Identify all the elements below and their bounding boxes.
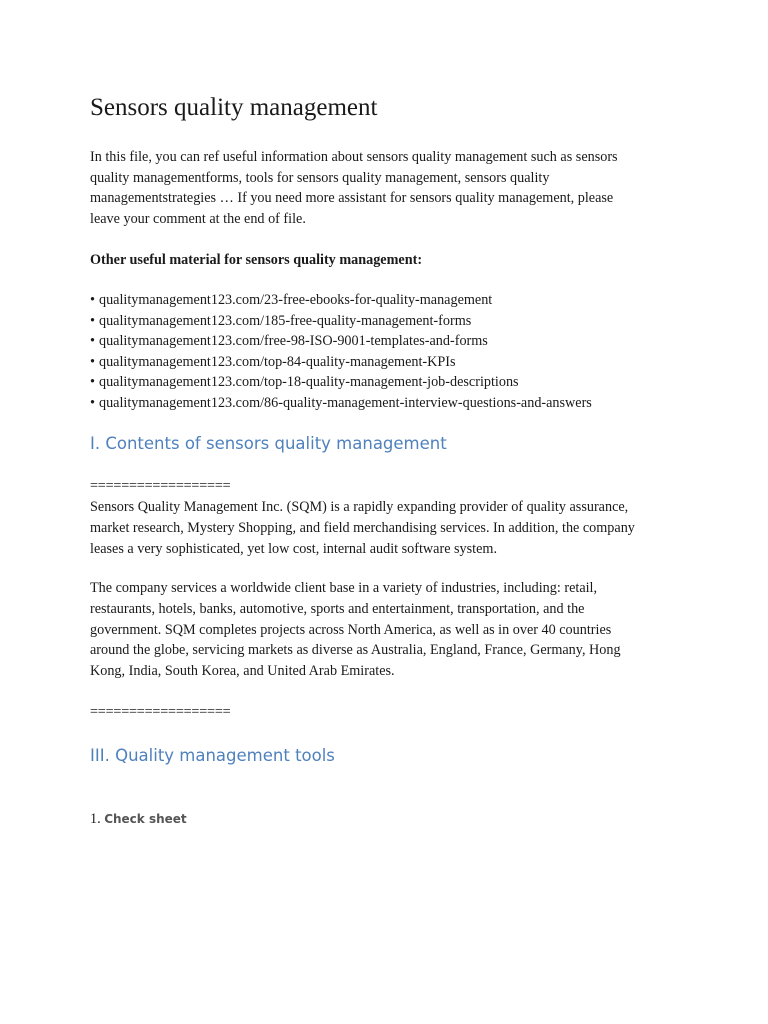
section-heading-contents: I. Contents of sensors quality management (90, 434, 447, 453)
section-heading-tools: III. Quality management tools (90, 746, 335, 765)
resource-link[interactable]: qualitymanagement123.com/top-84-quality-management-KPIs (98, 353, 456, 370)
resource-link-item[interactable] (90, 352, 592, 373)
intro-line: In this file, you can ref useful information about sensors quality management such as sensors (90, 149, 618, 165)
resource-link[interactable]: qualitymanagement123.com/23-free-ebooks-for-quality-management (98, 292, 493, 308)
check-sheet-label: Check sheet (104, 812, 187, 826)
services-paragraph (90, 578, 700, 682)
resource-link[interactable]: qualitymanagement123.com/top-18-quality-management-job-descriptions (98, 374, 519, 391)
other-material-heading: Other useful material for sensors quality management: (90, 252, 423, 268)
bullet-icon: • (90, 394, 95, 411)
resource-link-item[interactable] (90, 290, 592, 311)
paragraph-line: leases a very sophisticated, yet low cost, internal audit software system. (90, 540, 497, 557)
bullet-icon: • (90, 312, 95, 329)
intro-line: leave your comment at the end of file. (90, 211, 306, 228)
resource-link-item[interactable] (90, 372, 592, 393)
document-title: Sensors quality management (90, 94, 378, 121)
check-sheet-item (90, 809, 187, 829)
bullet-icon: • (90, 292, 95, 308)
resource-link-item[interactable] (90, 331, 592, 352)
bullet-icon: • (90, 333, 95, 350)
resource-link[interactable]: qualitymanagement123.com/free-98-ISO-9001-templates-and-forms (98, 333, 488, 350)
bullet-icon: • (90, 374, 95, 391)
paragraph-line: Sensors Quality Management Inc. (SQM) is a rapidly expanding provider of quality assurance, (90, 499, 629, 515)
resource-link-item[interactable] (90, 393, 592, 414)
paragraph-line: market research, Mystery Shopping, and field merchandising services. In addition, the company (90, 519, 635, 536)
intro-line: managementstrategies … If you need more assistant for sensors quality management, please (90, 190, 614, 207)
paragraph-line: government. SQM completes projects across North America, as well as in over 40 countries (90, 621, 612, 638)
text-divider: ================== (90, 704, 231, 720)
check-sheet-number: 1. (90, 811, 101, 827)
resource-link-list (90, 290, 592, 414)
intro-paragraph (90, 147, 690, 230)
resource-link[interactable]: qualitymanagement123.com/86-quality-management-interview-questions-and-answers (98, 394, 592, 411)
text-divider: ================== (90, 478, 231, 494)
resource-link[interactable]: qualitymanagement123.com/185-free-quality-management-forms (98, 312, 472, 329)
paragraph-line: restaurants, hotels, banks, automotive, sports and entertainment, transportation, and the (90, 600, 585, 617)
company-paragraph (90, 497, 700, 559)
intro-line: quality managementforms, tools for sensors quality management, sensors quality (90, 169, 550, 186)
paragraph-line: around the globe, servicing markets as diverse as Australia, England, France, Germany, Hong (90, 642, 621, 659)
resource-link-item[interactable] (90, 311, 592, 332)
paragraph-line: The company services a worldwide client base in a variety of industries, including: retail, (90, 580, 598, 596)
paragraph-line: Kong, India, South Korea, and United Arab Emirates. (90, 663, 395, 680)
bullet-icon: • (90, 353, 95, 370)
